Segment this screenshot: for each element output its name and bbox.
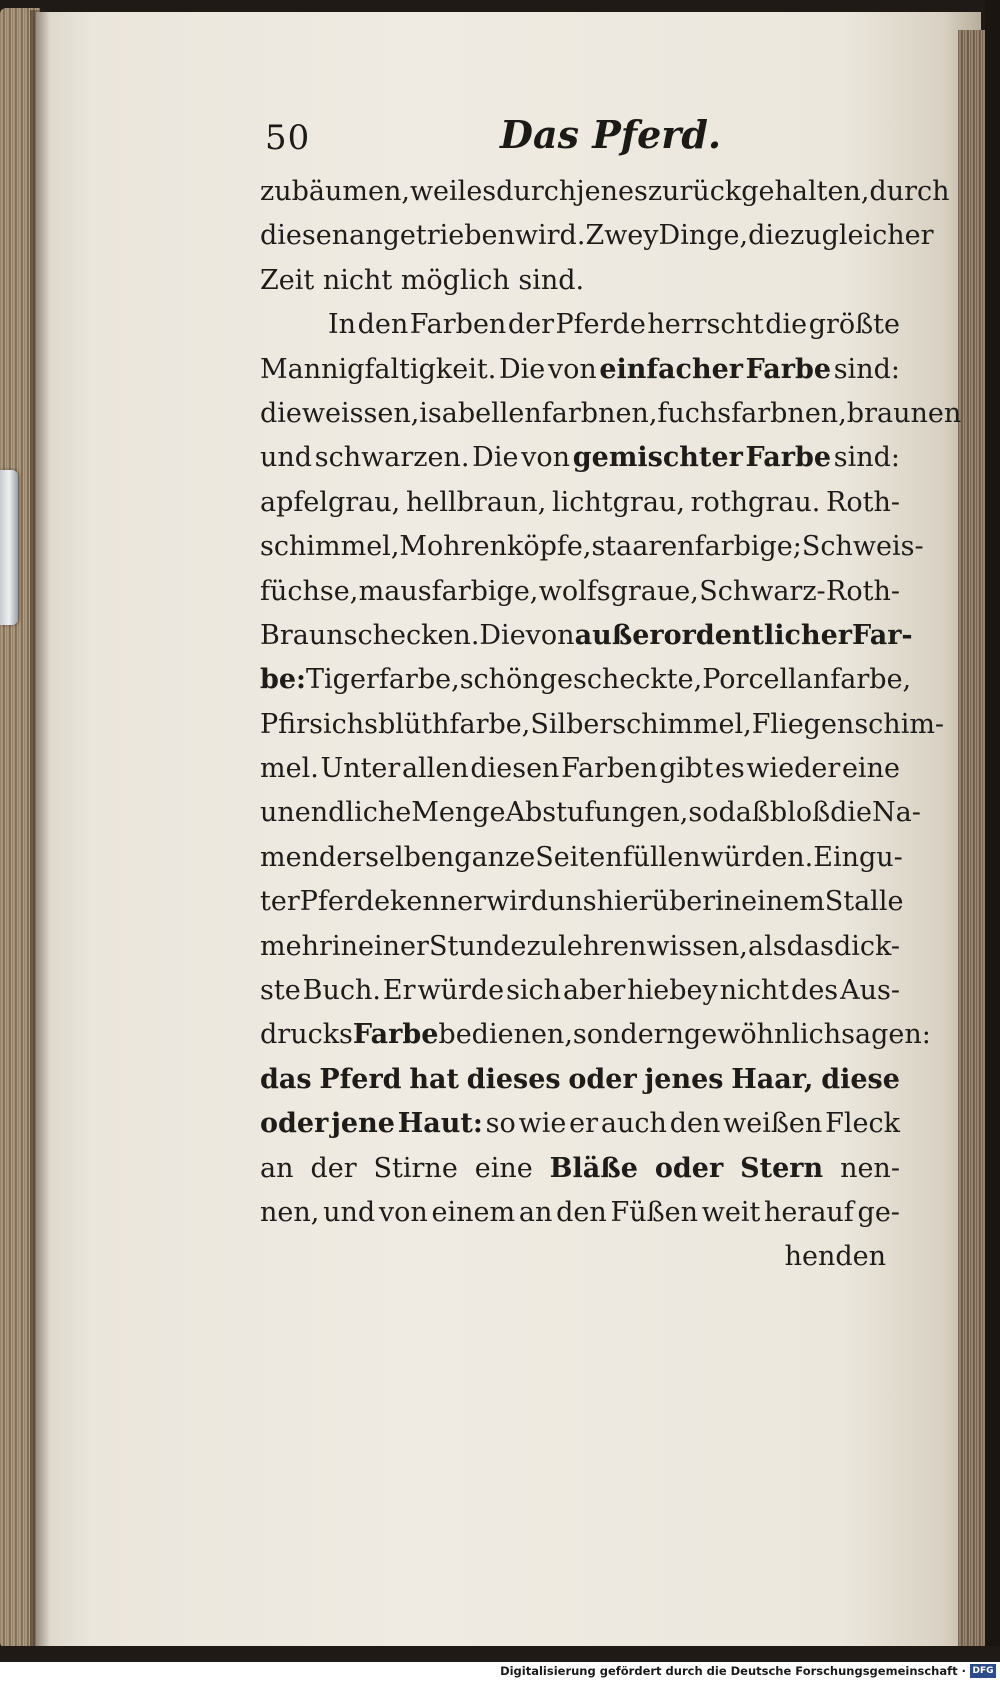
word: hierüber xyxy=(596,886,716,918)
word: schöngescheckte, xyxy=(459,664,703,696)
word: aber xyxy=(563,975,626,1007)
word: be: xyxy=(260,664,307,696)
word: mausfarbige, xyxy=(358,575,539,607)
word: Die xyxy=(498,353,546,385)
word: auch xyxy=(600,1108,667,1140)
word: Farbe xyxy=(352,1019,439,1051)
word: des xyxy=(791,975,839,1007)
word: Farbe xyxy=(745,442,832,474)
word: rothgrau. xyxy=(690,486,821,518)
word: zubäumen, xyxy=(260,176,410,207)
word: von xyxy=(525,619,575,651)
word: Menge xyxy=(411,797,506,829)
word: nicht xyxy=(322,264,393,296)
word: Farben xyxy=(409,309,507,341)
word: dick- xyxy=(833,930,900,962)
word: wie xyxy=(518,1108,567,1140)
text-line xyxy=(260,836,903,880)
word: Zeit xyxy=(260,264,315,296)
word: nen, xyxy=(260,1196,320,1228)
word: gleicher xyxy=(821,220,934,252)
text-line xyxy=(260,525,924,569)
word: schwarzen. xyxy=(314,442,470,474)
word: der xyxy=(310,1152,357,1184)
word: füllen xyxy=(622,841,701,873)
word: in xyxy=(715,886,742,918)
word: den xyxy=(669,1108,721,1140)
word: lichtgrau, xyxy=(552,486,685,518)
word: wird xyxy=(486,886,548,918)
word: gibt xyxy=(659,753,714,785)
word: das xyxy=(260,1063,312,1095)
word: das xyxy=(786,930,834,962)
text-line xyxy=(260,658,912,702)
text-line xyxy=(260,348,900,392)
word: Fliegenschim- xyxy=(751,708,945,740)
word: hat xyxy=(409,1063,459,1095)
word: Stalle xyxy=(824,886,904,918)
word: dieses xyxy=(466,1063,561,1095)
word: außerordentlicher xyxy=(574,619,853,651)
word: Dinge, xyxy=(658,220,749,252)
word: Buch. xyxy=(302,975,381,1007)
text-line xyxy=(260,1102,900,1146)
word: Abstufungen, xyxy=(505,797,689,829)
word: einem xyxy=(431,1196,516,1228)
word: die xyxy=(765,309,808,341)
text-line xyxy=(260,1013,931,1057)
word: sind: xyxy=(833,353,900,385)
word: Die xyxy=(472,442,519,474)
word: Roth- xyxy=(826,575,900,607)
word: bloß xyxy=(769,797,831,829)
word: Na- xyxy=(872,797,921,829)
word: an xyxy=(518,1196,553,1228)
word: mel. xyxy=(260,753,319,785)
word: Roth- xyxy=(826,486,900,518)
word: Pferde xyxy=(555,309,646,341)
word: Mohrenköpfe, xyxy=(399,531,592,563)
word: gewöhnlich xyxy=(683,1019,842,1051)
word: hellbraun, xyxy=(405,486,547,518)
word: jene xyxy=(331,1108,395,1140)
word: drucks xyxy=(260,1019,353,1051)
word: Mannigfaltigkeit. xyxy=(260,353,497,385)
word: von xyxy=(378,1196,428,1228)
word: Zwey xyxy=(585,220,659,252)
word: Die xyxy=(479,619,526,651)
word: angetrieben xyxy=(349,220,515,252)
word: Stern xyxy=(740,1152,824,1184)
text-line xyxy=(260,1147,900,1191)
word: Pferd xyxy=(319,1063,402,1095)
page-number: 50 xyxy=(265,118,311,158)
word: der xyxy=(507,309,554,341)
word: Braunschecken. xyxy=(260,619,480,651)
word: oder xyxy=(654,1152,724,1184)
word: von xyxy=(547,353,597,385)
word: derselben xyxy=(318,841,455,873)
word: zu xyxy=(526,930,559,962)
word: men xyxy=(260,841,319,873)
word: von xyxy=(521,442,571,474)
word: allen xyxy=(401,753,469,785)
word: nicht xyxy=(719,975,790,1007)
word: Haut: xyxy=(397,1108,483,1140)
word: Stirne xyxy=(373,1152,458,1184)
word: an xyxy=(260,1152,294,1184)
word: jenes xyxy=(644,1063,724,1095)
text-line xyxy=(260,303,900,347)
word: fuchsfarbnen, xyxy=(657,397,847,429)
word: ge- xyxy=(857,1196,900,1228)
text-line xyxy=(260,880,904,924)
word: Farben xyxy=(561,753,658,785)
word: apfelgrau, xyxy=(260,486,401,518)
text-line xyxy=(260,436,900,480)
word: staarenfarbige; xyxy=(591,531,802,563)
word: sind. xyxy=(518,264,585,296)
footer-credit: Digitalisierung gefördert durch die Deutsche Forschungsgemeinschaft · xyxy=(500,1664,966,1678)
word: Seiten xyxy=(535,841,623,873)
word: Farbe xyxy=(745,353,832,385)
text-line xyxy=(260,925,900,969)
word: eine xyxy=(474,1152,533,1184)
word: so xyxy=(688,797,719,829)
word: durch xyxy=(496,176,577,207)
text-line xyxy=(260,969,900,1013)
word: jenes xyxy=(576,176,648,207)
text-line xyxy=(260,614,913,658)
word: lehren xyxy=(558,930,647,962)
text-line xyxy=(260,1058,900,1102)
word: Stunde xyxy=(429,930,527,962)
word: zu xyxy=(789,220,822,252)
word: herrscht xyxy=(647,309,764,341)
book-cover-edge xyxy=(985,0,1000,1681)
text-line xyxy=(260,703,945,747)
word: sich xyxy=(506,975,562,1007)
page-clip xyxy=(0,470,18,625)
word: die xyxy=(748,220,790,252)
word: größte xyxy=(808,309,900,341)
word: diesen xyxy=(260,220,350,252)
word: würde xyxy=(417,975,505,1007)
word: einer xyxy=(358,930,429,962)
text-line xyxy=(260,170,950,214)
word: Porcellanfarbe, xyxy=(702,664,912,696)
word: weißen xyxy=(723,1108,823,1140)
word: Pfirsichsblüthfarbe, xyxy=(260,708,531,740)
word: Far- xyxy=(852,619,913,651)
word: sind: xyxy=(833,442,900,474)
word: herauf xyxy=(764,1196,854,1228)
word: möglich xyxy=(400,264,510,296)
word: zurückgehalten, xyxy=(647,176,870,207)
text-line xyxy=(260,481,900,525)
word: oder xyxy=(260,1108,329,1140)
word: es xyxy=(466,176,497,207)
word: daß xyxy=(718,797,770,829)
word: isabellenfarbnen, xyxy=(419,397,658,429)
running-head: Das Pferd. xyxy=(500,112,722,157)
word: bedienen, xyxy=(438,1019,573,1051)
word: diese xyxy=(821,1063,900,1095)
word: Bläße xyxy=(549,1152,638,1184)
gutter-shadow xyxy=(30,10,50,1648)
word: Schweis- xyxy=(801,531,924,563)
word: diesen xyxy=(470,753,560,785)
word: würden. xyxy=(700,841,814,873)
word: oder xyxy=(568,1063,637,1095)
text-line xyxy=(260,1191,900,1235)
word: weissen, xyxy=(301,397,420,429)
word: mehr xyxy=(260,930,332,962)
word: durch xyxy=(869,176,950,207)
text-line xyxy=(260,791,921,835)
word: Haar, xyxy=(731,1063,814,1095)
word: gemischter xyxy=(572,442,743,474)
word: In xyxy=(328,309,357,341)
word: gu- xyxy=(859,841,903,873)
word: und xyxy=(323,1196,376,1228)
word: als xyxy=(747,930,787,962)
word: die xyxy=(260,397,302,429)
word: sagen: xyxy=(841,1019,931,1051)
word: wissen, xyxy=(646,930,748,962)
word: den xyxy=(357,309,409,341)
text-line xyxy=(260,747,900,791)
text-line xyxy=(260,570,900,614)
word: braunen xyxy=(846,397,962,429)
word: Tigerfarbe, xyxy=(306,664,460,696)
body-text xyxy=(260,170,962,1280)
word: nen- xyxy=(840,1152,900,1184)
word: Unter xyxy=(320,753,401,785)
word: so xyxy=(485,1108,516,1140)
word: Pferdekenner xyxy=(299,886,487,918)
word: Fleck xyxy=(825,1108,900,1140)
word: hiebey xyxy=(627,975,718,1007)
word: füchse, xyxy=(260,575,359,607)
word: in xyxy=(331,930,358,962)
text-line xyxy=(260,259,900,303)
word: Füßen xyxy=(610,1196,698,1228)
word: wieder xyxy=(746,753,841,785)
word: ter xyxy=(260,886,300,918)
word: Silberschimmel, xyxy=(530,708,752,740)
word: wird. xyxy=(514,220,586,252)
word: uns xyxy=(548,886,597,918)
word: einfacher xyxy=(599,353,743,385)
word: es xyxy=(714,753,745,785)
word: Er xyxy=(382,975,416,1007)
word: sondern xyxy=(572,1019,684,1051)
word: den xyxy=(556,1196,607,1228)
text-line xyxy=(260,392,962,436)
word: die xyxy=(830,797,873,829)
word: er xyxy=(569,1108,599,1140)
word: Schwarz- xyxy=(699,575,826,607)
word: ganze xyxy=(454,841,536,873)
dfg-logo: DFG xyxy=(970,1664,996,1678)
word: unendliche xyxy=(260,797,412,829)
word: schimmel, xyxy=(260,531,400,563)
catchword: henden xyxy=(784,1241,886,1273)
word: Ein xyxy=(813,841,859,873)
text-line xyxy=(260,214,934,258)
word: einem xyxy=(741,886,825,918)
word: wolfsgraue, xyxy=(538,575,699,607)
word: ste xyxy=(260,975,301,1007)
word: und xyxy=(260,442,313,474)
word: eine xyxy=(841,753,900,785)
word: weit xyxy=(701,1196,761,1228)
word: weil xyxy=(409,176,467,207)
word: Aus- xyxy=(840,975,900,1007)
